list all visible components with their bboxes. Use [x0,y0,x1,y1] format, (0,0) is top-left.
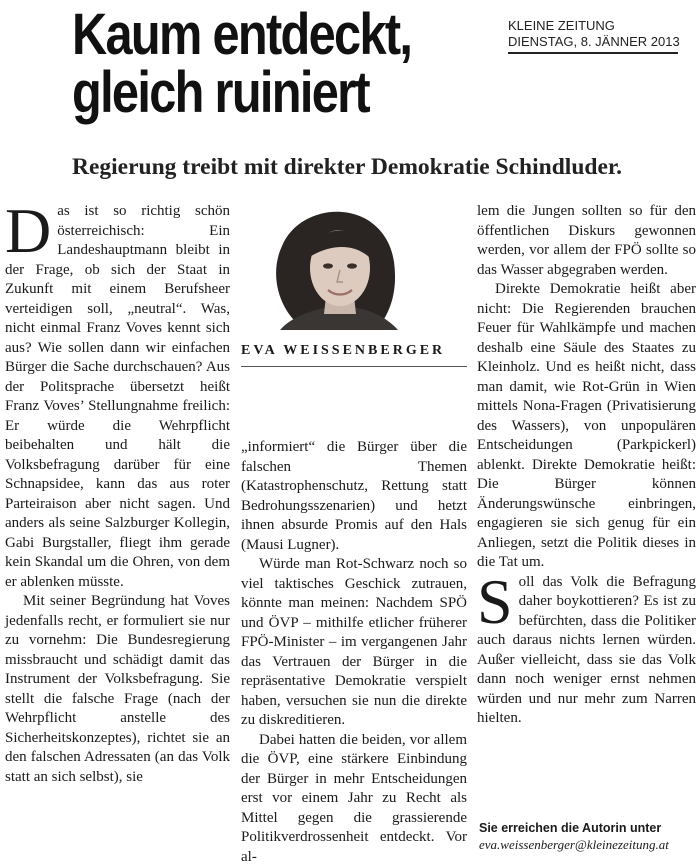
contact-label: Sie erreichen die Autorin unter [479,820,697,836]
paragraph: lem die Jungen sollten so für den öffentlichen Diskurs gewonnen werden, vor allem der FPÖ sollte so das Wasser abgegraben werden. [477,202,696,280]
headline-line-2: gleich ruiniert [72,64,411,122]
headline [72,6,411,122]
source-rule [508,52,678,54]
source-box [508,18,680,54]
author-divider [241,366,467,367]
paragraph: Dabei hatten die beiden, vor allem die ÖVP, eine stärkere Einbindung der Bürger in mehr Entscheidungen erst vor einem Jahr zu Recht als Mittel gegen die grassierende Politikverdrossenheit entdeckt. Vor al- [241,731,467,867]
article-column-1 [5,202,230,787]
author-photo [240,204,465,330]
article-column-2 [241,438,467,867]
contact-email[interactable]: eva.weissenberger@kleinezeitung.at [479,836,697,853]
dropcap: S [477,577,513,627]
article-column-3 [477,202,696,729]
author-name: EVA WEISSENBERGER [241,343,467,359]
headline-line-1: Kaum entdeckt, [72,6,411,64]
subtitle: Regierung treibt mit direkter Demokratie Schindluder. [72,154,622,181]
paragraph: Das ist so richtig schön österreichisch: Ein Landeshauptmann bleibt in der Frage, ob sich der Staat in Zukunft mit einem Berufsheer verteidigen soll, „neutral“. Was, nicht einmal Franz Voves kennt sich aus? Wie sollen dann wir einfachen Bürger die Sache durchschauen? Aus der Politsprache übersetzt heißt Franz Voves’ Stellungnahme freilich: Er würde die Wehrpflicht beibehalten und hält die Volksbefragung darüber für eine Schnapsidee, kann das aus roter Parteiraison aber nicht sagen. Und anders als seine Salzburger Kollegin, Gabi Burgstaller, fliegt ihm gerade kein Skandal um die Ohren, von dem er ablenken müsste. [5,202,230,592]
newspaper-name: KLEINE ZEITUNG [508,18,680,34]
paragraph: „informiert“ die Bürger über die falschen Themen (Katastrophenschutz, Rettung statt Bedrohungsszenarien) und hetzt ihnen absurde Promis auf den Hals (Mausi Lugner). [241,438,467,555]
publication-date: DIENSTAG, 8. JÄNNER 2013 [508,34,680,50]
paragraph: Soll das Volk die Befragung daher boykottieren? Es ist zu befürchten, dass die Politiker auch daraus nichts lernen würden. Außer vielleicht, dass sie das Volk dann noch weniger ernst nehmen würden und nur mehr zum Narren hielten. [477,573,696,729]
paragraph: Mit seiner Begründung hat Voves jedenfalls recht, er formuliert sie nur zu vornehm: Die Bundesregierung missbraucht und schädigt damit das Instrument der Volksbefragung. Sie stellt die falsche Frage (nach der Wehrpflicht anstelle des Sicherheitskonzeptes), richtet sie an den falschen Adressaten (an das Volk statt an sich selbst), sie [5,592,230,787]
paragraph: Direkte Demokratie heißt aber nicht: Die Regierenden brauchen Feuer für Wahlkämpfe und machen deshalb eine Säule des Staates zu Kleinholz. Und es heißt nicht, dass man damit, wie Rot-Grün in Wien mittels Nona-Fragen (Privatisierung des Wassers), von unpopulären Entscheidungen (Parkpickerl) ablenkt. Direkte Demokratie heißt: Die Bürger können Änderungswünsche einbringen, engagieren sie sich genug für ein Anliegen, setzt die Politik dieses in die Tat um. [477,280,696,573]
author-contact [479,820,697,853]
author-portrait-image [240,204,465,330]
paragraph: Würde man Rot-Schwarz noch so viel taktisches Geschick zutrauen, könnte man meinen: Nachdem SPÖ und ÖVP – mithilfe etlicher früherer FPÖ-Minister – im vergangenen Jahr das Vertrauen der Bürger in die repräsentative Demokratie verspielt haben, versuchen sie nun die direkte zu diskreditieren. [241,555,467,731]
dropcap: D [5,206,51,256]
